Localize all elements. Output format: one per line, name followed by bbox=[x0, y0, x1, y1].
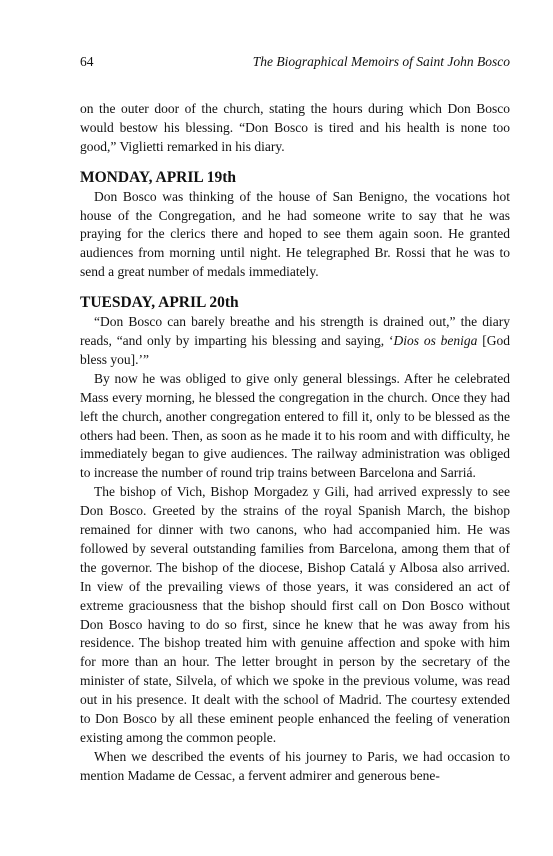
body-paragraph: By now he was obliged to give only general blessings. After he celebrated Mass every morning, he blessed the congregation in the church. Once they had left the church, another congregation entered to fill it, only to be blessed as the others had been. Then, as soon as he made it to his room and with difficulty, he immediately began to give audiences. The railway administration was obliged to increase the number of round trip trains between Barcelona and Sarriá. bbox=[80, 370, 510, 481]
body-paragraph: When we described the events of his journey to Paris, we had occasion to mention Madame de Cessac, a fervent admirer and generous bene- bbox=[80, 748, 510, 783]
text-run: “Don Bosco can barely breathe and his strength is drained out,” the diary reads, “and only by imparting his blessing and saying, ‘ bbox=[80, 314, 510, 348]
section-heading: TUESDAY, APRIL 20th bbox=[80, 294, 239, 312]
body-paragraph bbox=[80, 313, 510, 370]
body-paragraph: on the outer door of the church, stating the hours during which Don Bosco would bestow his blessing. “Don Bosco is tired and his health is none too good,” Viglietti remarked in his diary. bbox=[80, 101, 510, 154]
running-title: The Biographical Memoirs of Saint John Bosco bbox=[252, 54, 510, 69]
body-paragraph: Don Bosco was thinking of the house of San Benigno, the vocations hot house of the Congregation, and he had someone write to say that he was praying for the clerics there and hoped to see them again soon. He granted audiences from morning until night. He telegraphed Br. Rossi that he was to send a great number of medals immediately. bbox=[80, 188, 510, 280]
body-paragraph: The bishop of Vich, Bishop Morgadez y Gili, had arrived expressly to see Don Bosco. Greeted by the strains of the royal Spanish March, the bishop remained for dinner with two canons, who had accompanied him. He was followed by several outstanding families from Barcelona, among them that of the governor. The bishop of the diocese, Bishop Catalá y Albosa also arrived. In view of the prevailing views of those years, it was considered an act of extreme graciousness that the bishop should first call on Don Bosco without Don Bosco having to do so first, since he knew that he was away from his residence. The bishop treated him with genuine affection and spoke with him for more than an hour. The letter brought in person by the secretary of the minister of state, Silvela, of which we spoke in the previous volume, was read out in his presence. It dealt with the school of Madrid. The courtesy extended to Don Bosco by all these eminent people enhanced the feeling of veneration existing among the common people. bbox=[80, 484, 510, 745]
body-text bbox=[80, 100, 510, 786]
section-heading: MONDAY, APRIL 19th bbox=[80, 168, 237, 186]
page-number: 64 bbox=[80, 54, 94, 69]
text-run: [God bless you].’” bbox=[80, 332, 511, 367]
italic-phrase: Dios os beniga bbox=[393, 332, 478, 348]
